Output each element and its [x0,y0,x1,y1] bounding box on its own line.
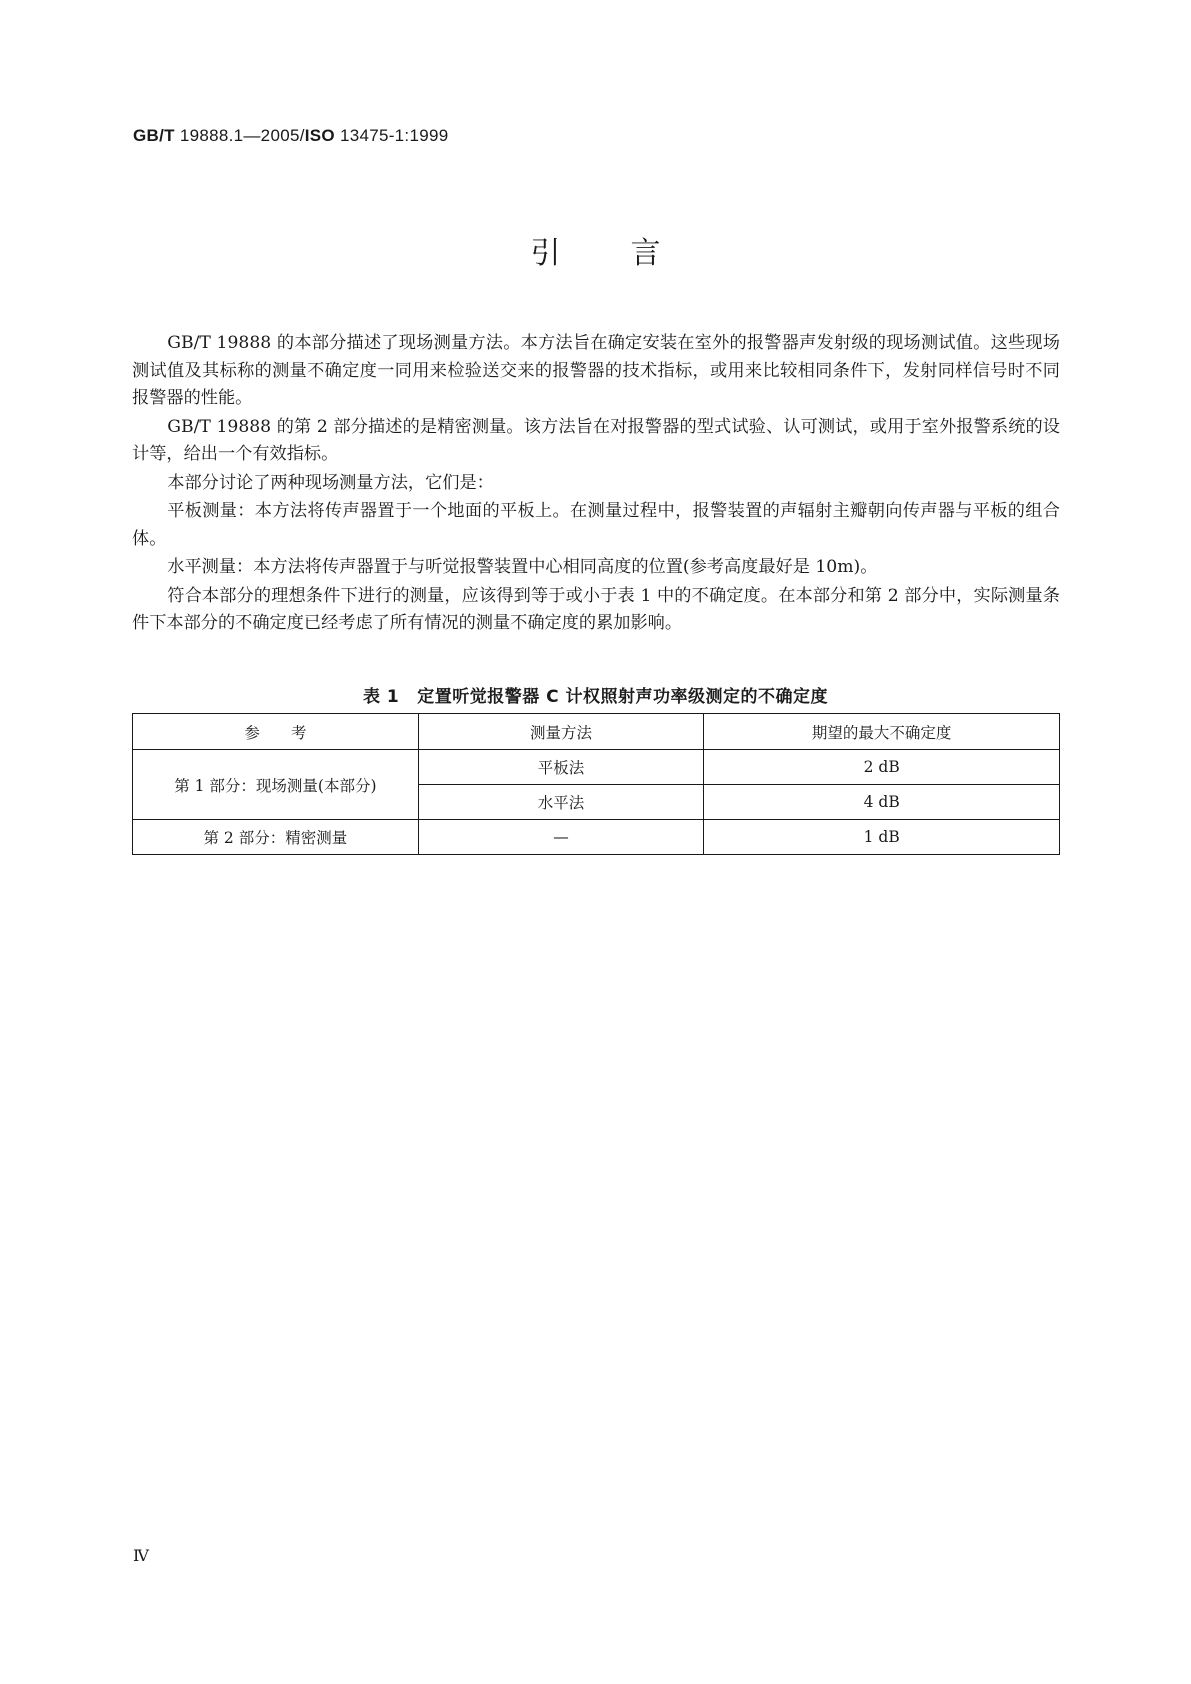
paragraph: 平板测量：本方法将传声器置于一个地面的平板上。在测量过程中，报警装置的声辐射主瓣朝向传声器与平板的组合体。 [132,501,1060,549]
cell-method: — [418,820,704,855]
standard-header [133,126,448,146]
cell-uncertainty: 1 dB [704,820,1060,855]
cell-method: 平板法 [418,750,704,785]
paragraph: 本部分讨论了两种现场测量方法，它们是： [167,472,494,493]
page-number: Ⅳ [133,1546,149,1565]
header-gbt: GB/T [133,126,175,145]
cell-part1-label: 第 1 部分：现场测量(本部分) [133,750,419,820]
paragraph: 符合本部分的理想条件下进行的测量，应该得到等于或小于表 1 中的不确定度。在本部分和第 2 部分中，实际测量条件下本部分的不确定度已经考虑了所有情况的测量不确定度的累加影响。 [132,585,1060,633]
header-iso: ISO [304,126,335,145]
table-header-row [133,714,1060,750]
paragraph: GB/T 19888 的本部分描述了现场测量方法。本方法旨在确定安装在室外的报警器声发射级的现场测试值。这些现场测试值及其标称的测量不确定度一同用来检验送交来的报警器的技术指标，或用来比较相同条件下，发射同样信号时不同报警器的性能。 [132,333,1060,408]
intro-body [132,330,1060,639]
paragraph: GB/T 19888 的第 2 部分描述的是精密测量。该方法旨在对报警器的型式试验、认可测试，或用于室外报警系统的设计等，给出一个有效指标。 [132,416,1060,464]
cell-uncertainty: 4 dB [704,785,1060,820]
table-row [133,820,1060,855]
uncertainty-table [132,713,1060,855]
header-cell-reference: 参 考 [133,714,419,750]
table-caption-number: 表 1 [362,687,400,707]
page-title: 引言 [530,236,731,271]
header-gbt-number: 19888.1—2005/ [174,126,305,145]
cell-part2-label: 第 2 部分：精密测量 [133,820,419,855]
header-iso-number: 13475-1:1999 [334,126,449,145]
table-caption [0,682,1191,707]
table-row [133,750,1060,785]
cell-uncertainty: 2 dB [704,750,1060,785]
paragraph: 水平测量：本方法将传声器置于与听觉报警装置中心相同高度的位置(参考高度最好是 10m)。 [167,557,878,577]
header-cell-uncertainty: 期望的最大不确定度 [704,714,1060,750]
table-caption-text: 定置听觉报警器 C 计权照射声功率级测定的不确定度 [417,687,829,707]
cell-method: 水平法 [418,785,704,820]
header-cell-method: 测量方法 [418,714,704,750]
